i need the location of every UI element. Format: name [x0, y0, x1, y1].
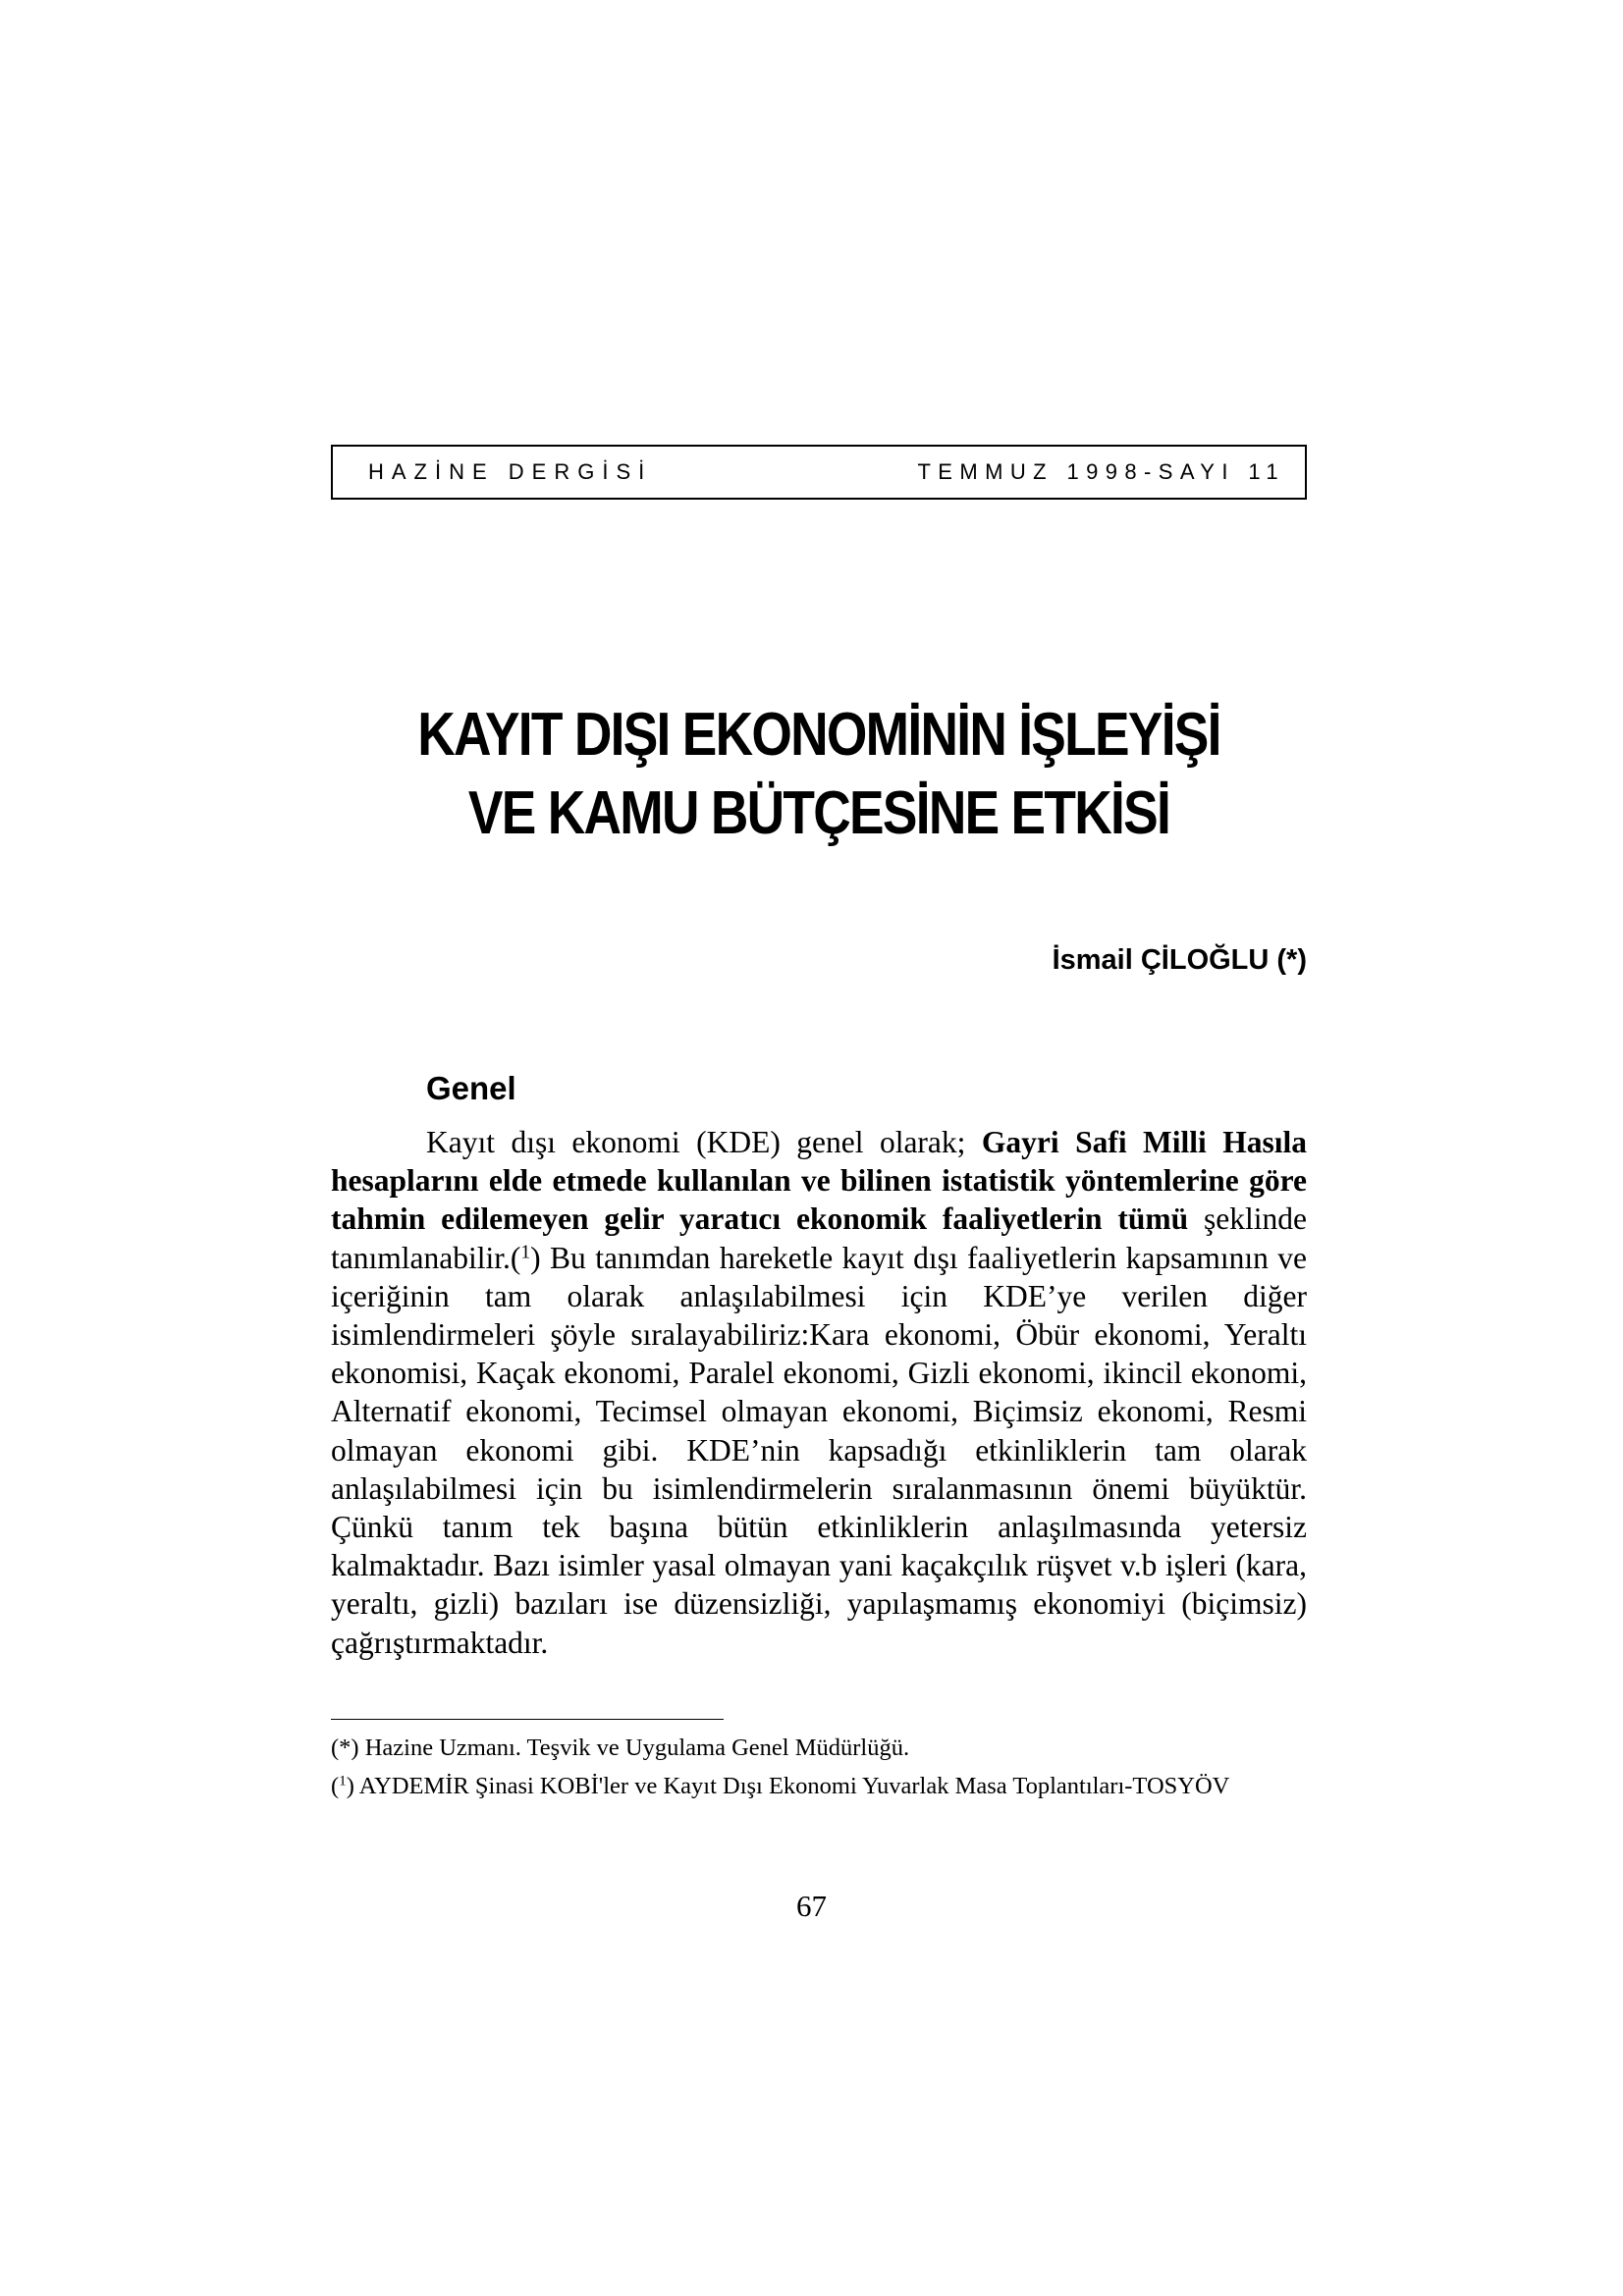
- paragraph-intro: Kayıt dışı ekonomi (KDE) genel olarak;: [426, 1125, 982, 1159]
- footnote-author: (*) Hazine Uzmanı. Teşvik ve Uygulama Genel Müdürlüğü.: [331, 1735, 910, 1761]
- author-name: İsmail ÇİLOĞLU (*): [1052, 944, 1307, 976]
- page-number: 67: [796, 1889, 827, 1923]
- issue-info: TEMMUZ 1998-SAYI 11: [917, 459, 1285, 484]
- footnote-1-marker: 1: [339, 1772, 347, 1789]
- footnote-1: [331, 1771, 1307, 1801]
- running-header: [331, 445, 1307, 500]
- footnote-separator: [331, 1719, 724, 1720]
- footnote-1-open: (: [331, 1773, 340, 1799]
- paragraph-mid: şeklinde tanımlanabilir.(: [331, 1201, 1307, 1275]
- article-title-line-1: KAYIT DIŞI EKONOMİNİN İŞLEYİŞİ: [417, 701, 1220, 769]
- section-heading: Genel: [426, 1070, 516, 1106]
- paragraph-ref-close: ): [530, 1240, 541, 1275]
- article-title-line-2: VE KAMU BÜTÇESİNE ETKİSİ: [467, 779, 1170, 847]
- journal-name: HAZİNE DERGİSİ: [368, 459, 653, 484]
- paragraph-rest: Bu tanımdan hareketle kayıt dışı faaliyetlerin kapsamının ve içeriğinin tam olarak anlaşılabilmesi için KDE’ye verilen diğer isimlendirmeleri şöyle sıralayabiliriz:Kara ekonomi, Öbür ekonomi, Yeraltı ekonomisi, Kaçak ekonomi, Paralel ekonomi, Gizli ekonomi, ikincil ekonomi, Alternatif ekonomi, Tecimsel olmayan ekonomi, Biçimsiz ekonomi, Resmi olmayan ekonomi gibi. KDE’nin kapsadığı etkinliklerin tam olarak anlaşılabilmesi için bu isimlendirmelerin sıralanmasının önemi büyüktür. Çünkü tanım tek başına bütün etkinliklerin anlaşılmasında yetersiz kalmaktadır. Bazı isimler yasal olmayan yani kaçakçılık rüşvet v.b işleri (kara, yeraltı, gizli) bazıları ise düzensizliği, yapılaşmamış ekonomiyi (biçimsiz) çağrıştırmaktadır.: [331, 1240, 1307, 1660]
- paragraph-bold-definition: Gayri Safi Milli Hasıla hesaplarını elde etmede kullanılan ve bilinen istatistik yöntemlerine göre tahmin edilemeyen gelir yaratıcı ekonomik faaliyetlerin tümü: [331, 1125, 1307, 1237]
- footnote-ref-1: 1: [520, 1241, 531, 1262]
- body-paragraph: [331, 1123, 1307, 1662]
- footnote-1-text: ) AYDEMİR Şinasi KOBİ'ler ve Kayıt Dışı Ekonomi Yuvarlak Masa Toplantıları-TOSYÖV: [346, 1773, 1230, 1799]
